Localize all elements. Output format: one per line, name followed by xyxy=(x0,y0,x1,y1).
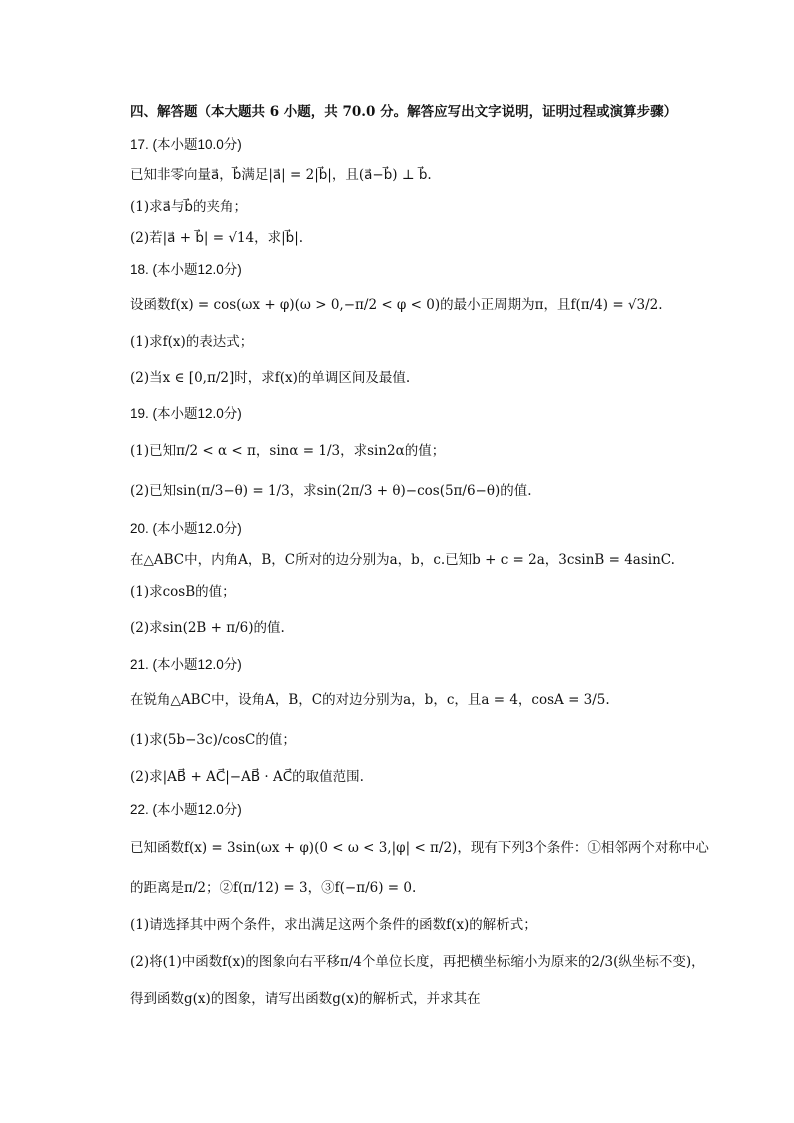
problem-text-cont: 的距离是π/2；②f(π/12) = 3，③f(−π/6) = 0. xyxy=(130,880,417,896)
problem-header: 20. (本小题12.0分) xyxy=(130,521,242,536)
problem-header: 17. (本小题10.0分) xyxy=(130,137,242,152)
problem-text: 在△ABC中，内角A，B，C所对的边分别为a，b，c.已知b + c = 2a，3csinB = 4asinC. xyxy=(130,552,675,568)
problem-part-1: (1)求f(x)的表达式； xyxy=(130,334,254,350)
problem-text: 已知函数f(x) = 3sin(ωx + φ)(0 < ω < 3,|φ| < π/2)，现有下列3个条件：①相邻两个对称中心 xyxy=(130,840,709,856)
section-heading: 四、解答题（本大题共 6 小题，共 70.0 分。解答应写出文字说明，证明过程或演算步骤） xyxy=(130,104,678,120)
problem-part-2: (2)求|AB⃗ + AC⃗|−AB⃗ · AC⃗的取值范围. xyxy=(130,769,364,785)
problem-text: 在锐角△ABC中，设角A，B，C的对边分别为a，b，c，且a = 4，cosA = 3/5. xyxy=(130,692,610,708)
problem-text: 设函数f(x) = cos(ωx + φ)(ω > 0,−π/2 < φ < 0)的最小正周期为π，且f(π/4) = √3/2. xyxy=(130,297,663,313)
problem-header: 19. (本小题12.0分) xyxy=(130,406,242,421)
problem-part-2: (2)将(1)中函数f(x)的图象向右平移π/4个单位长度，再把横坐标缩小为原来的2/3(纵坐标不变)， xyxy=(130,954,705,970)
problem-part-2: (2)若|a⃗ + b⃗| = √14，求|b⃗|. xyxy=(130,230,304,246)
problem-header: 21. (本小题12.0分) xyxy=(130,657,242,672)
problem-part-2: (2)已知sin(π/3−θ) = 1/3，求sin(2π/3 + θ)−cos(5π/6−θ)的值. xyxy=(130,483,532,499)
problem-part-1: (1)求a⃗与b⃗的夹角； xyxy=(130,199,247,215)
problem-header: 18. (本小题12.0分) xyxy=(130,262,242,277)
problem-part-2: (2)当x ∈ [0,π/2]时，求f(x)的单调区间及最值. xyxy=(130,370,411,386)
problem-part-2-cont: 得到函数g(x)的图象，请写出函数g(x)的解析式，并求其在 xyxy=(130,991,481,1007)
problem-part-1: (1)请选择其中两个条件，求出满足这两个条件的函数f(x)的解析式； xyxy=(130,917,537,933)
problem-text: 已知非零向量a⃗，b⃗满足|a⃗| = 2|b⃗|，且(a⃗−b⃗) ⊥ b⃗. xyxy=(130,167,432,183)
problem-part-1: (1)求(5b−3c)/cosC的值； xyxy=(130,732,296,748)
problem-part-1: (1)求cosB的值； xyxy=(130,584,236,600)
problem-part-1: (1)已知π/2 < α < π，sinα = 1/3，求sin2α的值； xyxy=(130,443,446,459)
problem-header: 22. (本小题12.0分) xyxy=(130,802,242,817)
problem-part-2: (2)求sin(2B + π/6)的值. xyxy=(130,620,285,636)
